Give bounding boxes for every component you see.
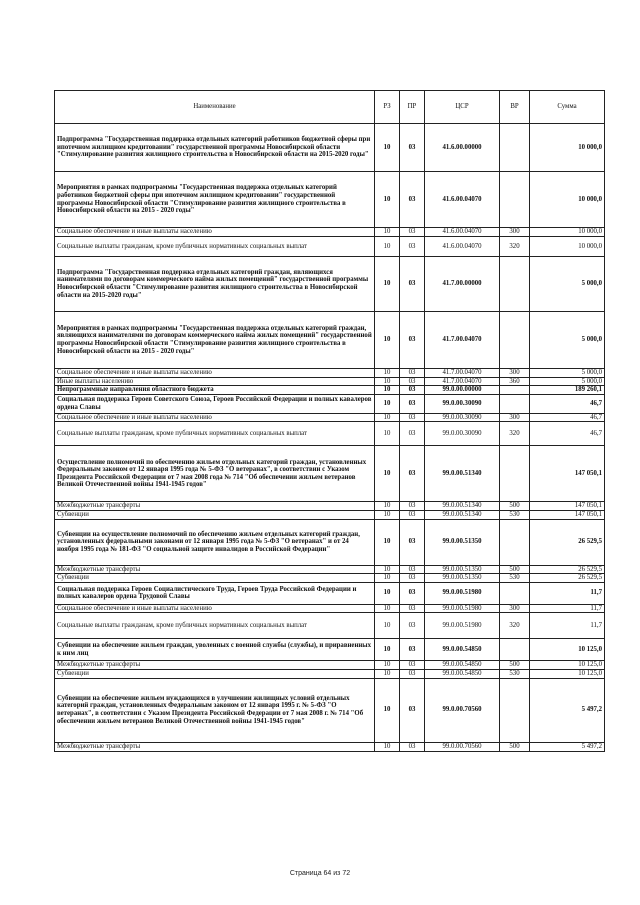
cell-csr: 99.0.00.30090 [425,413,500,422]
budget-table-container [54,90,604,752]
cell-rz: 10 [375,228,400,237]
cell-pr: 03 [400,678,425,742]
cell-pr: 03 [400,257,425,312]
header-sum: Сумма [530,91,605,124]
cell-vr [500,172,530,228]
table-row [55,386,605,395]
cell-sum: 5 497,2 [530,678,605,742]
table-row [55,678,605,742]
cell-pr: 03 [400,312,425,369]
cell-sum: 10 000,0 [530,237,605,257]
cell-name: Мероприятия в рамках подпрограммы "Государственная поддержка отдельных категорий работников бюджетной сферы при ипотечном жилищном кредитовании" государственной программы Новосибирской области "Стимулирование развития жилищного строительства в Новосибирской области на 2015 - 2020 годы" [55,172,375,228]
cell-sum: 5 000,0 [530,257,605,312]
cell-rz: 10 [375,446,400,502]
cell-csr: 99.0.00.51350 [425,565,500,574]
cell-name: Осуществление полномочий по обеспечению жильем отдельных категорий граждан, установленных Федеральным законом от 12 января 1995 года № 5-ФЗ "О ветеранах", в соответствии с Указом Президента Российской Федерации от 7 мая 2008 года № 714 "Об обеспечении жильем ветеранов Великой Отечественной войны 1941-1945 годов" [55,446,375,502]
cell-pr: 03 [400,228,425,237]
cell-sum: 5 000,0 [530,377,605,386]
cell-sum: 147 050,1 [530,446,605,502]
cell-vr [500,257,530,312]
cell-vr [500,446,530,502]
cell-pr: 03 [400,613,425,639]
budget-table [54,90,605,752]
table-row [55,613,605,639]
cell-pr: 03 [400,510,425,519]
cell-sum: 5 000,0 [530,312,605,369]
cell-name: Социальная поддержка Героев Социалистического Труда, Героев Труда Российской Федерации и полных кавалеров ордена Трудовой Славы [55,582,375,604]
cell-pr: 03 [400,377,425,386]
cell-rz: 10 [375,613,400,639]
cell-csr: 99.0.00.51340 [425,502,500,511]
table-row [55,742,605,751]
cell-sum: 147 050,1 [530,510,605,519]
cell-sum: 26 529,5 [530,574,605,583]
cell-vr: 300 [500,369,530,378]
cell-rz: 10 [375,386,400,395]
cell-pr: 03 [400,386,425,395]
cell-name: Социальные выплаты гражданам, кроме публичных нормативных социальных выплат [55,613,375,639]
cell-vr: 500 [500,502,530,511]
table-row [55,422,605,446]
cell-name: Субвенции [55,510,375,519]
cell-pr: 03 [400,369,425,378]
cell-name: Межбюджетные трансферты [55,502,375,511]
cell-rz: 10 [375,413,400,422]
table-row [55,257,605,312]
table-row [55,502,605,511]
cell-csr: 99.0.00.51340 [425,446,500,502]
cell-csr: 41.6.00.00000 [425,124,500,172]
table-row [55,312,605,369]
cell-rz: 10 [375,582,400,604]
table-row [55,574,605,583]
table-row [55,394,605,413]
cell-sum: 147 050,1 [530,502,605,511]
cell-name: Субвенции на обеспечение жильем нуждающихся в улучшении жилищных условий отдельных категорий граждан, установленных Федеральным законом от 12 января 1995 г. № 5-ФЗ "О ветеранах", в соответствии с Указом Президента Российской Федерации от 7 мая 2008 г. № 714 "Об обеспечении жильем ветеранов Великой Отечественной войны 1941-1945 годов" [55,678,375,742]
cell-csr: 41.7.00.04070 [425,312,500,369]
table-row [55,582,605,604]
cell-rz: 10 [375,661,400,670]
cell-sum: 10 000,0 [530,228,605,237]
table-row [55,124,605,172]
table-row [55,639,605,661]
table-row [55,604,605,613]
cell-pr: 03 [400,422,425,446]
cell-csr: 99.0.00.51350 [425,519,500,565]
cell-vr: 300 [500,413,530,422]
cell-rz: 10 [375,377,400,386]
cell-sum: 11,7 [530,582,605,604]
cell-name: Подпрограмма "Государственная поддержка отдельных категорий работников бюджетной сферы при ипотечном жилищном кредитовании" государственной программы Новосибирской области "Стимулирование развития жилищного строительства в Новосибирской области на 2015-2020 годы" [55,124,375,172]
table-row [55,172,605,228]
table-row [55,669,605,678]
header-rz: РЗ [375,91,400,124]
cell-pr: 03 [400,574,425,583]
table-row [55,510,605,519]
cell-pr: 03 [400,124,425,172]
cell-pr: 03 [400,413,425,422]
cell-rz: 10 [375,639,400,661]
cell-name: Субвенции на осуществление полномочий по обеспечению жильем отдельных категорий граждан, установленных федеральными законами от 12 января 1995 года № 5-ФЗ "О ветеранах" и от 24 ноября 1995 года № 181-ФЗ "О социальной защите инвалидов в Российской Федерации" [55,519,375,565]
cell-vr: 530 [500,574,530,583]
cell-csr: 99.0.00.54850 [425,639,500,661]
cell-vr: 500 [500,661,530,670]
table-row [55,377,605,386]
header-vr: ВР [500,91,530,124]
cell-name: Социальные выплаты гражданам, кроме публичных нормативных социальных выплат [55,237,375,257]
cell-csr: 99.0.00.54850 [425,669,500,678]
cell-pr: 03 [400,172,425,228]
cell-vr: 320 [500,422,530,446]
cell-name: Субвенции [55,574,375,583]
cell-sum: 5 000,0 [530,369,605,378]
cell-csr: 99.0.00.30090 [425,394,500,413]
cell-vr: 320 [500,613,530,639]
cell-name: Межбюджетные трансферты [55,742,375,751]
table-body [55,124,605,752]
cell-rz: 10 [375,678,400,742]
cell-pr: 03 [400,582,425,604]
cell-csr: 99.0.00.51350 [425,574,500,583]
table-row [55,237,605,257]
cell-vr: 500 [500,742,530,751]
cell-pr: 03 [400,565,425,574]
cell-pr: 03 [400,661,425,670]
cell-name: Социальная поддержка Героев Советского Союза, Героев Российской Федерации и полных кавалеров ордена Славы [55,394,375,413]
cell-rz: 10 [375,237,400,257]
cell-name: Межбюджетные трансферты [55,661,375,670]
cell-csr: 99.0.00.70560 [425,742,500,751]
cell-name: Социальные выплаты гражданам, кроме публичных нормативных социальных выплат [55,422,375,446]
cell-rz: 10 [375,312,400,369]
table-row [55,446,605,502]
cell-vr: 300 [500,604,530,613]
table-row [55,519,605,565]
cell-csr: 41.6.00.04070 [425,228,500,237]
cell-rz: 10 [375,669,400,678]
cell-name: Социальное обеспечение и иные выплаты населению [55,369,375,378]
cell-vr: 360 [500,377,530,386]
header-name: Наименование [55,91,375,124]
cell-sum: 10 125,0 [530,669,605,678]
header-pr: ПР [400,91,425,124]
cell-csr: 99.0.00.00000 [425,386,500,395]
cell-name: Социальное обеспечение и иные выплаты населению [55,413,375,422]
cell-sum: 46,7 [530,394,605,413]
cell-pr: 03 [400,394,425,413]
cell-vr [500,394,530,413]
cell-vr [500,312,530,369]
cell-vr: 530 [500,510,530,519]
cell-name: Социальное обеспечение и иные выплаты населению [55,228,375,237]
cell-rz: 10 [375,422,400,446]
cell-sum: 26 529,5 [530,565,605,574]
cell-csr: 41.6.00.04070 [425,172,500,228]
page-number: Страница 64 из 72 [289,870,351,877]
table-row [55,661,605,670]
cell-vr: 500 [500,565,530,574]
cell-vr [500,678,530,742]
table-row [55,369,605,378]
cell-rz: 10 [375,502,400,511]
table-row [55,565,605,574]
cell-name: Подпрограмма "Государственная поддержка отдельных категорий граждан, являющихся нанимателями по договорам коммерческого найма жилых помещений" государственной программы Новосибирской области "Стимулирование развития жилищного строительства в Новосибирской области на 2015-2020 годы" [55,257,375,312]
cell-sum: 10 000,0 [530,172,605,228]
cell-csr: 41.6.00.04070 [425,237,500,257]
cell-sum: 10 125,0 [530,639,605,661]
cell-vr [500,519,530,565]
cell-name: Иные выплаты населению [55,377,375,386]
cell-name: Непрограммные направления областного бюджета [55,386,375,395]
cell-rz: 10 [375,394,400,413]
cell-csr: 41.7.00.04070 [425,377,500,386]
table-header-row [55,91,605,124]
cell-pr: 03 [400,669,425,678]
cell-vr [500,124,530,172]
cell-pr: 03 [400,502,425,511]
cell-rz: 10 [375,369,400,378]
cell-vr: 300 [500,228,530,237]
cell-name: Субвенции [55,669,375,678]
cell-pr: 03 [400,742,425,751]
table-row [55,413,605,422]
cell-csr: 99.0.00.51980 [425,613,500,639]
cell-vr: 320 [500,237,530,257]
cell-vr [500,582,530,604]
cell-rz: 10 [375,257,400,312]
cell-name: Субвенции на обеспечение жильем граждан, уволенных с военной службы (службы), и приравненных к ним лиц [55,639,375,661]
cell-rz: 10 [375,519,400,565]
table-row [55,228,605,237]
cell-csr: 99.0.00.30090 [425,422,500,446]
cell-vr [500,386,530,395]
cell-csr: 99.0.00.51980 [425,604,500,613]
cell-vr: 530 [500,669,530,678]
cell-pr: 03 [400,446,425,502]
cell-rz: 10 [375,742,400,751]
cell-rz: 10 [375,574,400,583]
cell-pr: 03 [400,639,425,661]
cell-sum: 10 125,0 [530,661,605,670]
cell-sum: 46,7 [530,422,605,446]
cell-pr: 03 [400,237,425,257]
cell-csr: 99.0.00.51980 [425,582,500,604]
cell-pr: 03 [400,604,425,613]
cell-name: Мероприятия в рамках подпрограммы "Государственная поддержка отдельных категорий граждан, являющихся нанимателями по договорам коммерческого найма жилых помещений" государственной программы Новосибирской области "Стимулирование развития жилищного строительства в Новосибирской области на 2015 - 2020 годы" [55,312,375,369]
cell-sum: 5 497,2 [530,742,605,751]
header-csr: ЦСР [425,91,500,124]
cell-csr: 41.7.00.00000 [425,257,500,312]
cell-rz: 10 [375,565,400,574]
cell-sum: 26 529,5 [530,519,605,565]
cell-name: Межбюджетные трансферты [55,565,375,574]
cell-rz: 10 [375,604,400,613]
cell-csr: 99.0.00.51340 [425,510,500,519]
cell-vr [500,639,530,661]
cell-rz: 10 [375,510,400,519]
cell-rz: 10 [375,124,400,172]
cell-csr: 99.0.00.54850 [425,661,500,670]
cell-rz: 10 [375,172,400,228]
cell-name: Социальное обеспечение и иные выплаты населению [55,604,375,613]
cell-csr: 41.7.00.04070 [425,369,500,378]
cell-csr: 99.0.00.70560 [425,678,500,742]
cell-sum: 11,7 [530,613,605,639]
cell-pr: 03 [400,519,425,565]
cell-sum: 11,7 [530,604,605,613]
cell-sum: 189 260,1 [530,386,605,395]
cell-sum: 46,7 [530,413,605,422]
cell-sum: 10 000,0 [530,124,605,172]
